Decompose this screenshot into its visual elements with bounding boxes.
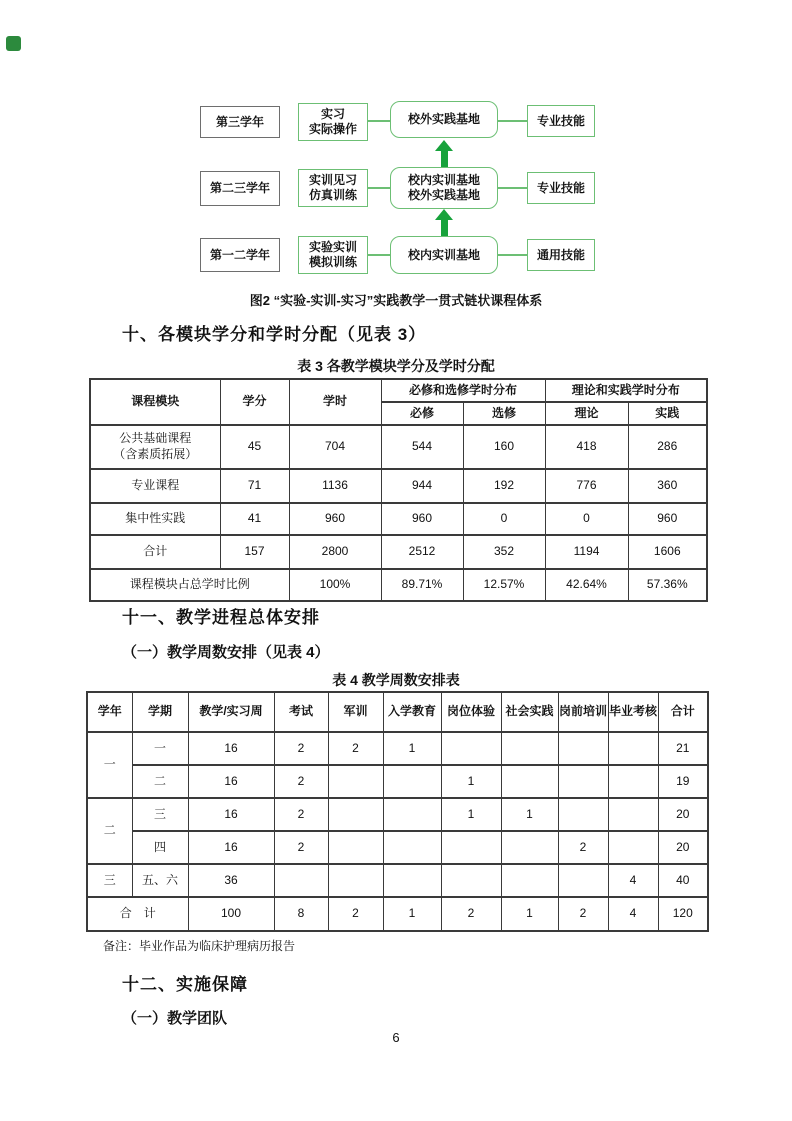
t4-cell — [383, 765, 441, 798]
method-line: 实际操作 — [308, 122, 357, 136]
t4-cell: 2 — [328, 897, 383, 931]
table-row — [87, 831, 708, 864]
up-arrow-icon — [435, 140, 453, 168]
t3-cell: 960 — [381, 503, 463, 535]
t3-cell-module — [90, 425, 220, 469]
t4-header: 毕业考核 — [608, 692, 658, 732]
diagram-year-box — [200, 171, 280, 206]
diagram-skill-box — [527, 105, 595, 137]
t3-cell: 192 — [463, 469, 545, 503]
year-label: 第二三学年 — [209, 181, 270, 195]
table-row — [87, 864, 708, 897]
connector-line — [368, 187, 390, 189]
t3-cell-module: 集中性实践 — [90, 503, 220, 535]
t4-header: 入学教育 — [383, 692, 441, 732]
t4-cell: 120 — [658, 897, 708, 931]
t4-cell — [328, 798, 383, 831]
t4-cell — [558, 798, 608, 831]
t4-header: 学年 — [87, 692, 132, 732]
table-3-credit-hour-allocation — [89, 378, 708, 602]
t4-header: 军训 — [328, 692, 383, 732]
t4-cell-term: 二 — [132, 765, 188, 798]
table-row-ratio — [90, 569, 707, 601]
t4-cell: 1 — [441, 798, 501, 831]
table-row-total — [87, 897, 708, 931]
method-line: 实训见习 — [308, 173, 357, 187]
t4-cell — [328, 765, 383, 798]
method-line: 仿真训练 — [308, 188, 357, 202]
t4-cell: 1 — [501, 798, 558, 831]
t4-cell-term: 五、六 — [132, 864, 188, 897]
t4-cell: 40 — [658, 864, 708, 897]
connector-line — [498, 120, 527, 122]
t3-cell: 45 — [220, 425, 289, 469]
t3-cell: 100% — [289, 569, 381, 601]
t3-cell: 286 — [628, 425, 707, 469]
t4-cell: 36 — [188, 864, 274, 897]
method-line: 实验实训 — [308, 240, 357, 254]
t3-cell: 544 — [381, 425, 463, 469]
t3-cell: 0 — [463, 503, 545, 535]
page-number: 6 — [392, 1030, 400, 1045]
t4-cell: 100 — [188, 897, 274, 931]
module-name-2: （含素质拓展） — [113, 447, 198, 461]
t4-cell — [501, 732, 558, 765]
t4-cell: 2 — [328, 732, 383, 765]
skill-label: 通用技能 — [536, 247, 585, 262]
t3-header-module: 课程模块 — [90, 379, 220, 425]
t4-cell: 4 — [608, 897, 658, 931]
t4-cell-term: 三 — [132, 798, 188, 831]
section-11-1-subheading: （一）教学周数安排（见表 4） — [122, 644, 330, 661]
diagram-method-box — [298, 236, 368, 274]
t3-cell: 418 — [545, 425, 628, 469]
t4-cell: 2 — [274, 765, 328, 798]
t4-cell — [383, 798, 441, 831]
t4-cell: 2 — [274, 732, 328, 765]
t4-cell — [558, 765, 608, 798]
t4-cell — [608, 798, 658, 831]
diagram-skill-box — [527, 239, 595, 271]
t3-cell: 2800 — [289, 535, 381, 569]
t3-header-group-required-elective: 必修和选修学时分布 — [381, 379, 545, 402]
t4-cell — [383, 831, 441, 864]
t4-cell — [383, 864, 441, 897]
t4-header: 学期 — [132, 692, 188, 732]
table-row — [87, 765, 708, 798]
t4-cell: 2 — [558, 831, 608, 864]
t4-cell: 1 — [501, 897, 558, 931]
t4-cell-year: 一 — [87, 732, 132, 798]
t4-cell: 16 — [188, 831, 274, 864]
table-row — [90, 535, 707, 569]
base-line: 校外实践基地 — [407, 112, 480, 126]
t3-cell: 160 — [463, 425, 545, 469]
t3-cell-module: 专业课程 — [90, 469, 220, 503]
green-marker-icon — [6, 36, 21, 51]
t3-cell: 944 — [381, 469, 463, 503]
t3-cell: 89.71% — [381, 569, 463, 601]
t3-header-practice: 实践 — [628, 402, 707, 425]
diagram-base-box — [390, 101, 498, 138]
diagram-method-box — [298, 169, 368, 207]
diagram-method-box — [298, 103, 368, 141]
t4-header: 社会实践 — [501, 692, 558, 732]
table-row — [87, 798, 708, 831]
section-12-heading: 十二、实施保障 — [122, 975, 248, 994]
t4-cell: 1 — [383, 732, 441, 765]
arrow-shaft — [441, 151, 448, 168]
skill-label: 专业技能 — [536, 113, 585, 128]
t3-cell: 12.57% — [463, 569, 545, 601]
t3-cell: 776 — [545, 469, 628, 503]
connector-line — [368, 120, 390, 122]
t3-cell: 1606 — [628, 535, 707, 569]
t3-cell: 42.64% — [545, 569, 628, 601]
diagram-base-box — [390, 167, 498, 209]
t4-header: 合计 — [658, 692, 708, 732]
diagram-year-box — [200, 106, 280, 138]
t4-cell — [501, 864, 558, 897]
t3-cell: 960 — [628, 503, 707, 535]
t4-header: 岗位体验 — [441, 692, 501, 732]
connector-line — [498, 254, 527, 256]
t4-cell: 1 — [441, 765, 501, 798]
t3-cell: 360 — [628, 469, 707, 503]
t4-cell — [274, 864, 328, 897]
t4-cell-term: 一 — [132, 732, 188, 765]
remark-note: 备注：毕业作品为临床护理病历报告 — [103, 939, 296, 953]
t4-cell: 4 — [608, 864, 658, 897]
t4-cell: 2 — [441, 897, 501, 931]
t3-cell: 57.36% — [628, 569, 707, 601]
t4-cell: 16 — [188, 732, 274, 765]
table-4-teaching-weeks — [86, 691, 709, 932]
t4-cell — [558, 864, 608, 897]
method-line: 模拟训练 — [308, 255, 357, 269]
t4-header: 岗前培训 — [558, 692, 608, 732]
arrow-head — [435, 209, 453, 220]
t4-cell — [608, 732, 658, 765]
table-row — [87, 732, 708, 765]
arrow-shaft — [441, 220, 448, 236]
t3-cell: 0 — [545, 503, 628, 535]
t4-cell — [501, 765, 558, 798]
t4-cell: 8 — [274, 897, 328, 931]
t4-cell — [441, 864, 501, 897]
t3-cell: 1194 — [545, 535, 628, 569]
connector-line — [368, 254, 390, 256]
t3-cell: 1136 — [289, 469, 381, 503]
year-label: 第三学年 — [215, 114, 264, 129]
t4-cell-year: 二 — [87, 798, 132, 864]
t4-cell: 16 — [188, 765, 274, 798]
connector-line — [498, 187, 527, 189]
table-4-caption: 表 4 教学周数安排表 — [332, 672, 460, 688]
section-11-heading: 十一、教学进程总体安排 — [122, 608, 320, 627]
t4-cell: 20 — [658, 831, 708, 864]
t4-cell: 16 — [188, 798, 274, 831]
skill-label: 专业技能 — [536, 180, 585, 195]
t3-header-group-theory-practice: 理论和实践学时分布 — [545, 379, 707, 402]
t3-header-required: 必修 — [381, 402, 463, 425]
up-arrow-icon — [435, 209, 453, 236]
t4-cell: 2 — [274, 798, 328, 831]
t3-header-theory: 理论 — [545, 402, 628, 425]
section-12-1-subheading: （一）教学团队 — [122, 1010, 228, 1027]
t4-cell: 20 — [658, 798, 708, 831]
t4-cell: 2 — [274, 831, 328, 864]
t4-cell — [608, 765, 658, 798]
t4-cell — [441, 831, 501, 864]
table-row — [90, 469, 707, 503]
t3-cell: 960 — [289, 503, 381, 535]
t3-cell: 41 — [220, 503, 289, 535]
t3-cell-ratio-label: 课程模块占总学时比例 — [90, 569, 289, 601]
t4-cell — [558, 732, 608, 765]
t4-cell: 1 — [383, 897, 441, 931]
diagram-year-box — [200, 238, 280, 272]
t4-cell-total-label: 合 计 — [87, 897, 188, 931]
t3-cell: 2512 — [381, 535, 463, 569]
t4-cell: 2 — [558, 897, 608, 931]
t4-cell-year: 三 — [87, 864, 132, 897]
base-line: 校内实训基地 — [407, 173, 480, 187]
t4-header: 考试 — [274, 692, 328, 732]
t4-cell — [328, 831, 383, 864]
figure-caption: 图2 “实验-实训-实习”实践教学一贯式链状课程体系 — [249, 293, 543, 308]
diagram-skill-box — [527, 172, 595, 204]
diagram-base-box — [390, 236, 498, 274]
t3-cell: 71 — [220, 469, 289, 503]
t3-cell-module: 合计 — [90, 535, 220, 569]
t3-header-hours: 学时 — [289, 379, 381, 425]
table-row — [90, 503, 707, 535]
year-label: 第一二学年 — [209, 247, 270, 262]
module-name: 公共基础课程 — [119, 431, 192, 446]
t3-cell: 352 — [463, 535, 545, 569]
t3-header-credits: 学分 — [220, 379, 289, 425]
arrow-head — [435, 140, 453, 151]
t4-cell — [608, 831, 658, 864]
t4-cell — [441, 732, 501, 765]
base-line: 校内实训基地 — [407, 247, 480, 262]
t3-cell: 704 — [289, 425, 381, 469]
table-row — [90, 425, 707, 469]
t4-cell — [501, 831, 558, 864]
t4-cell — [328, 864, 383, 897]
section-10-heading: 十、各模块学分和学时分配（见表 3） — [122, 325, 427, 344]
t3-header-elective: 选修 — [463, 402, 545, 425]
table-3-caption: 表 3 各教学模块学分及学时分配 — [297, 358, 495, 374]
t3-cell: 157 — [220, 535, 289, 569]
base-line: 校外实践基地 — [407, 188, 480, 202]
t4-cell: 19 — [658, 765, 708, 798]
t4-cell-term: 四 — [132, 831, 188, 864]
t4-header: 教学/实习周 — [188, 692, 274, 732]
t4-cell: 21 — [658, 732, 708, 765]
method-line: 实习 — [320, 107, 345, 121]
